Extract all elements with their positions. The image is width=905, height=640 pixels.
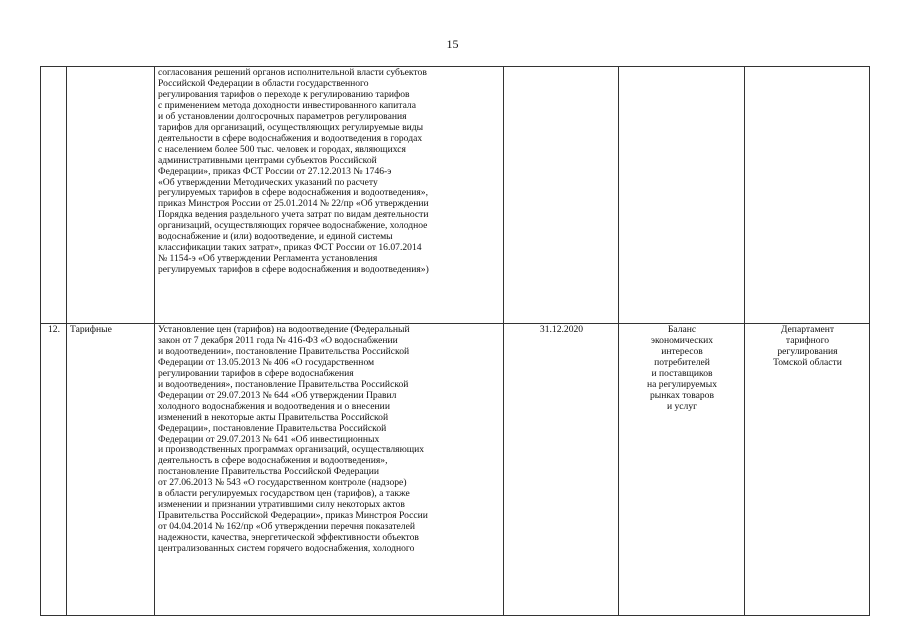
page-number: 15 [446,37,459,51]
deadline-cell [504,67,619,324]
text-line: изменений в некоторые акты Правительства Российской [158,412,389,423]
text-line: Федерации от 29.07.2013 № 641 «Об инвестиционных [158,434,380,445]
text-line: приказ Минстроя России от 25.01.2014 № 22/пр «Об утверждении [158,199,429,210]
measures-table [40,66,870,616]
text-line: согласования решений органов исполнительной власти субъектов [158,68,427,78]
text-line: регулирования [777,346,838,357]
text-line: деятельности в сфере водоснабжения и водоотведения в городах [158,133,423,144]
row-number-cell [41,67,67,324]
text-line: «Об утверждении Методических указаний по расчету [158,177,378,188]
text-line: регулируемых тарифов в сфере водоснабжения и водоотведения») [158,265,429,276]
text-line: холодного водоснабжения и водоотведения и о внесении [158,401,390,412]
text-line: регулируемых тарифов в сфере водоснабжения и водоотведения», [158,188,428,199]
measure-content-cell [155,67,504,324]
text-line: закон от 7 декабря 2011 года № 416-ФЗ «О водоснабжении [158,335,398,346]
responsible-cell [745,324,870,616]
text-line: на регулируемых [647,379,717,390]
text-line: централизованных систем горячего водоснабжения, холодного [158,544,415,555]
measure-type-cell [67,67,155,324]
text-line: № 1154-э «Об утверждении Регламента установления [158,254,378,265]
text-line: Томской области [773,357,842,368]
table-row [41,67,870,324]
text-line: с населением более 500 тыс. человек и городах, являющихся [158,144,406,155]
measure-content-cell [155,324,504,616]
text-line: изменении и признании утратившими силу некоторых актов [158,500,405,511]
text-line: и производственных программах организаций, осуществляющих [158,445,425,456]
text-line: от 04.04.2014 № 162/пр «Об утверждении перечня показателей [158,522,415,533]
text-line: регулирования тарифов о переходе к регулированию тарифов [158,89,410,100]
text-line: классификации таких затрат», приказ ФСТ России от 16.07.2014 [158,243,422,254]
text-line: постановление Правительства Российской Федерации [158,467,380,478]
text-line: в области регулируемых государством цен (тарифов), а также [158,489,410,500]
text-line: Федерации от 29.07.2013 № 644 «Об утверждении Правил [158,390,397,401]
text-line: и поставщиков [651,368,713,379]
row-number-cell: 12. [41,324,67,616]
text-line: интересов [661,346,703,357]
text-line: административными центрами субъектов Российской [158,155,377,166]
text-line: Российской Федерации в области государственного [158,78,369,89]
text-line: Федерации», постановление Правительства Российской [158,423,387,434]
text-line: регулировании тарифов в сфере водоснабжения [158,368,354,379]
goal-cell [619,324,745,616]
text-line: Федерации от 13.05.2013 № 406 «О государственном [158,357,375,368]
text-line: водоснабжение и (или) водоотведение, и единой системы [158,232,393,243]
text-line: тарифов для организаций, осуществляющих регулируемые виды [158,122,424,133]
text-line: Порядка ведения раздельного учета затрат по видам деятельности [158,210,429,221]
text-line: Департамент [780,325,835,335]
goal-cell [619,67,745,324]
measure-type-cell: Тарифные [67,324,155,616]
text-line: с применением метода доходности инвестированного капитала [158,100,416,111]
text-line: Установление цен (тарифов) на водоотведение (Федеральный [158,325,410,335]
responsible-cell [745,67,870,324]
deadline-cell: 31.12.2020 [504,324,619,616]
text-line: экономических [650,335,714,346]
text-line: от 27.06.2013 № 543 «О государственном контроле (надзоре) [158,478,407,489]
text-line: надежности, качества, энергетической эффективности объектов [158,533,419,544]
text-line: Баланс [667,325,697,335]
text-line: потребителей [654,357,710,368]
text-line: организаций, осуществляющих горячее водоснабжение, холодное [158,221,428,232]
text-line: тарифного [785,335,830,346]
text-line: и об установлении долгосрочных параметров регулирования [158,111,407,122]
text-line: и водоотведения», постановление Правительства Российской [158,379,409,390]
text-line: Правительства Российской Федерации», приказ Минстроя России [158,511,428,522]
text-line: рынках товаров [650,390,714,401]
text-line: и услуг [666,401,698,412]
table-row [41,324,870,616]
text-line: и водоотведении», постановление Правительства Российской [158,346,410,357]
text-line: Федерации», приказ ФСТ России от 27.12.2013 № 1746-э [158,166,392,177]
text-line: деятельность в сфере водоснабжения и водоотведения», [158,456,388,467]
